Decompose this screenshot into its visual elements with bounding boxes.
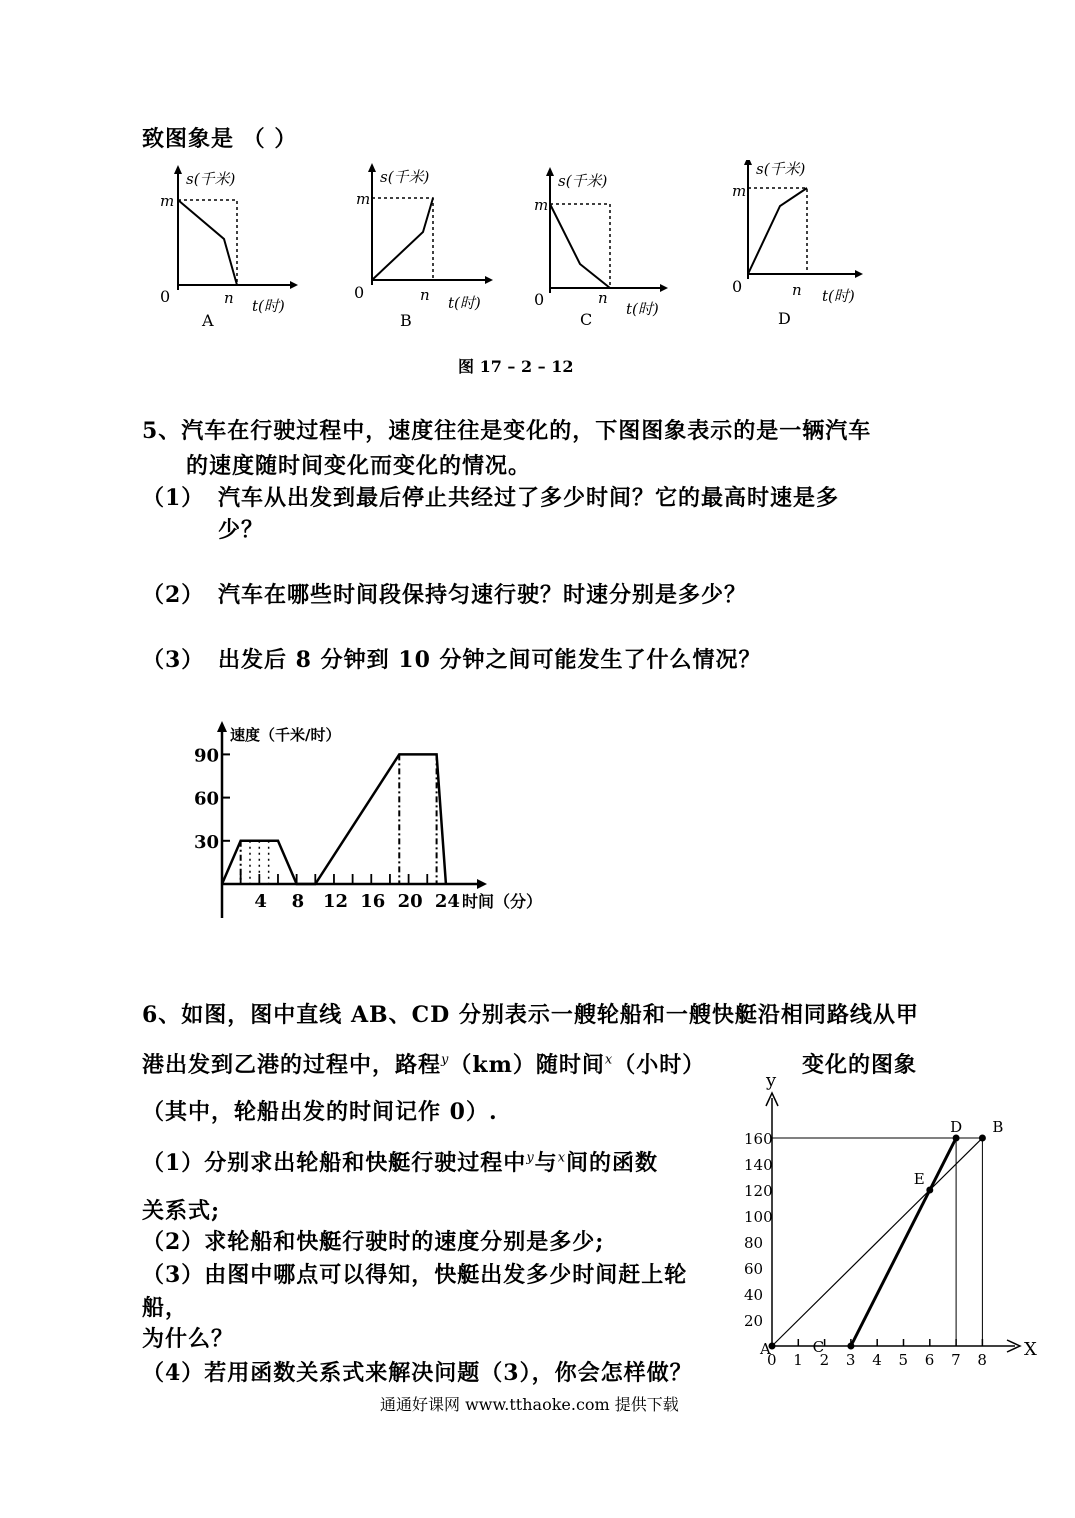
speed-ytick-label: 60 (194, 788, 220, 810)
figure-caption: 图 17 – 2 – 12 (458, 357, 574, 376)
dist-ytick-label: 100 (744, 1208, 773, 1226)
q5-part3-number: （3） (142, 647, 205, 673)
q6-line-2-d: 变化的图象 (802, 1052, 918, 1078)
dist-xtick-label: 8 (977, 1351, 987, 1369)
graph-c-x-arrow (660, 284, 668, 292)
dist-xtick-label: 5 (898, 1351, 909, 1369)
graph-d-guide (748, 188, 807, 274)
graph-d-curve (748, 188, 807, 274)
graph-b-x-arrow (485, 276, 493, 284)
graph-a-x-arrow (290, 281, 298, 289)
q6-part1-d: 关系式; (142, 1198, 221, 1224)
graph-a (160, 165, 298, 330)
dist-ytick-label: 140 (744, 1156, 773, 1174)
var-y: y (441, 1052, 450, 1068)
point-a-label: A (760, 1340, 771, 1358)
graph-d (732, 160, 863, 328)
q5-part2-text: 汽车在哪些时间段保持匀速行驶？时速分别是多少？ (218, 582, 748, 608)
q6-line-1: 6、如图，图中直线 AB、CD 分别表示一艘轮船和一艘快艇沿相同路线从甲 (142, 1002, 919, 1028)
dist-xtick-label: 7 (951, 1351, 961, 1369)
dist-xtick-label: 4 (872, 1351, 882, 1369)
graph-c-y-arrow (546, 167, 554, 176)
dist-ytick-label: 20 (744, 1312, 764, 1330)
graph-b-guide (372, 198, 433, 280)
speed-xtick-label: 24 (434, 891, 460, 912)
graph-c-n-label: n (598, 289, 608, 307)
point-b-dot (979, 1135, 986, 1142)
graph-b-origin: 0 (354, 283, 365, 302)
graph-a-guide (178, 200, 237, 285)
speed-xtick-label: 20 (397, 891, 423, 912)
line-ab (772, 1138, 982, 1346)
graph-a-n-label: n (224, 289, 234, 307)
graph-b-m-label: m (356, 190, 371, 208)
speed-ytick-label: 30 (194, 831, 220, 853)
point-d-label: D (950, 1118, 963, 1136)
graph-c-x-label: t(时) (626, 300, 659, 318)
graph-c-guide (550, 204, 610, 288)
q6-line-2-c: （小时） (613, 1052, 706, 1078)
q5-stem-line-2: 的速度随时间变化而变化的情况。 (186, 453, 532, 479)
graph-c (534, 167, 668, 329)
speed-chart-y-arrow (217, 721, 227, 732)
graph-c-curve (550, 204, 610, 288)
speed-chart-x-label: 时间（分） (462, 892, 543, 911)
graph-b-y-label: s(千米) (380, 168, 430, 186)
q6-part1-c: 间的函数 (566, 1150, 659, 1176)
point-b-label: B (992, 1118, 1004, 1136)
speed-ytick-label: 90 (194, 745, 220, 767)
speed-xtick-label: 16 (360, 891, 386, 912)
dist-xtick-label: 1 (793, 1351, 803, 1369)
speed-xtick-label: 4 (254, 891, 267, 912)
speed-chart-x-arrow (477, 879, 487, 889)
graph-a-origin: 0 (160, 287, 171, 306)
speed-xtick-label: 12 (322, 891, 349, 912)
q5-part2-number: （2） (142, 582, 205, 608)
graph-d-letter: D (778, 309, 791, 328)
dist-xtick-label: 0 (767, 1351, 777, 1369)
dist-ytick-label: 80 (744, 1234, 764, 1252)
q6-part1 (142, 1146, 658, 1177)
point-e-label: E (913, 1170, 925, 1188)
graph-b-n-label: n (420, 286, 430, 304)
graph-a-m-label: m (160, 192, 175, 210)
graph-d-m-label: m (732, 182, 747, 200)
graph-a-curve (178, 200, 237, 285)
q4-answer-line: 致图象是 （ ） (142, 126, 298, 152)
q6-part4: （4）若用函数关系式来解决问题（3），你会怎样做？ (142, 1360, 693, 1386)
speed-xtick-label: 8 (291, 891, 305, 912)
graph-d-x-label: t(时) (822, 287, 855, 305)
q6-part3-c: 为什么？ (142, 1326, 235, 1352)
dist-ytick-label: 120 (744, 1182, 773, 1200)
graph-c-origin: 0 (534, 290, 545, 309)
q6-line-2-a: 港出发到乙港的过程中，路程 (142, 1052, 442, 1078)
graph-c-letter: C (580, 310, 593, 329)
var-y-2: y (526, 1150, 535, 1166)
graph-a-x-label: t(时) (252, 297, 285, 315)
point-c-start-dot (847, 1343, 854, 1350)
q6-part3-a: （3）由图中哪点可以得知，快艇出发多少时间赶上轮 (142, 1262, 688, 1288)
dist-ytick-label: 40 (744, 1286, 764, 1304)
speed-chart-line (222, 754, 446, 884)
line-cd (851, 1138, 956, 1346)
graph-b-letter: B (400, 311, 412, 330)
graph-b-curve (372, 198, 433, 280)
q5-part1-text-2: 少？ (218, 517, 265, 543)
q5-stem-line-1: 5、汽车在行驶过程中，速度往往是变化的，下图图象表示的是一辆汽车 (142, 418, 872, 444)
footer-credit: 通通好课网 www.tthaoke.com 提供下载 (380, 1395, 679, 1414)
q5-part1-text-1: 汽车从出发到最后停止共经过了多少时间？它的最高时速是多 (218, 485, 840, 511)
var-x-2: x (557, 1150, 567, 1166)
dist-y-label: y (766, 1070, 777, 1091)
q4-option-graphs (140, 160, 920, 340)
speed-time-chart (190, 718, 560, 923)
q6-line-2 (142, 1048, 705, 1079)
q6-line-2-b: （km）随时间 (449, 1052, 605, 1078)
graph-b-x-label: t(时) (448, 294, 481, 312)
dist-x-label: X (1024, 1339, 1037, 1360)
graph-b-y-arrow (368, 163, 376, 172)
dist-xtick-label: 2 (819, 1351, 830, 1369)
distance-time-graph (730, 1060, 1050, 1370)
q5-part3-text: 出发后 8 分钟到 10 分钟之间可能发生了什么情况？ (218, 647, 762, 673)
graph-c-m-label: m (534, 196, 549, 214)
dist-xtick-label: 6 (924, 1351, 935, 1369)
graph-a-letter: A (202, 311, 214, 330)
graph-d-y-arrow (744, 160, 752, 165)
graph-d-x-arrow (855, 270, 863, 278)
graph-b (354, 163, 493, 330)
graph-a-y-label: s(千米) (186, 170, 236, 188)
dist-ytick-label: 60 (744, 1260, 764, 1278)
q6-part3-b: 船， (142, 1295, 189, 1321)
q6-part2: （2）求轮船和快艇行驶时的速度分别是多少; (142, 1229, 605, 1255)
point-c-label: C (812, 1338, 825, 1356)
graph-d-origin: 0 (732, 277, 743, 296)
graph-d-y-label: s(千米) (756, 160, 806, 178)
q6-line-3: （其中，轮船出发的时间记作 0）. (142, 1099, 498, 1125)
graph-d-n-label: n (792, 281, 802, 299)
graph-c-y-label: s(千米) (558, 172, 608, 190)
dist-xtick-label: 3 (845, 1351, 856, 1369)
graph-a-y-arrow (174, 165, 182, 174)
speed-chart-ticks (194, 745, 460, 912)
q6-part1-b: 与 (534, 1150, 558, 1176)
dist-ytick-label: 160 (744, 1130, 773, 1148)
q6-part1-a: （1）分别求出轮船和快艇行驶过程中 (142, 1150, 527, 1176)
dist-ticks (744, 1130, 987, 1369)
var-x: x (604, 1052, 614, 1068)
point-e-dot (926, 1187, 933, 1194)
q5-part1-number: （1） (142, 485, 205, 511)
speed-chart-y-label: 速度（千米/时） (230, 726, 341, 744)
speed-chart-guides (241, 754, 437, 884)
